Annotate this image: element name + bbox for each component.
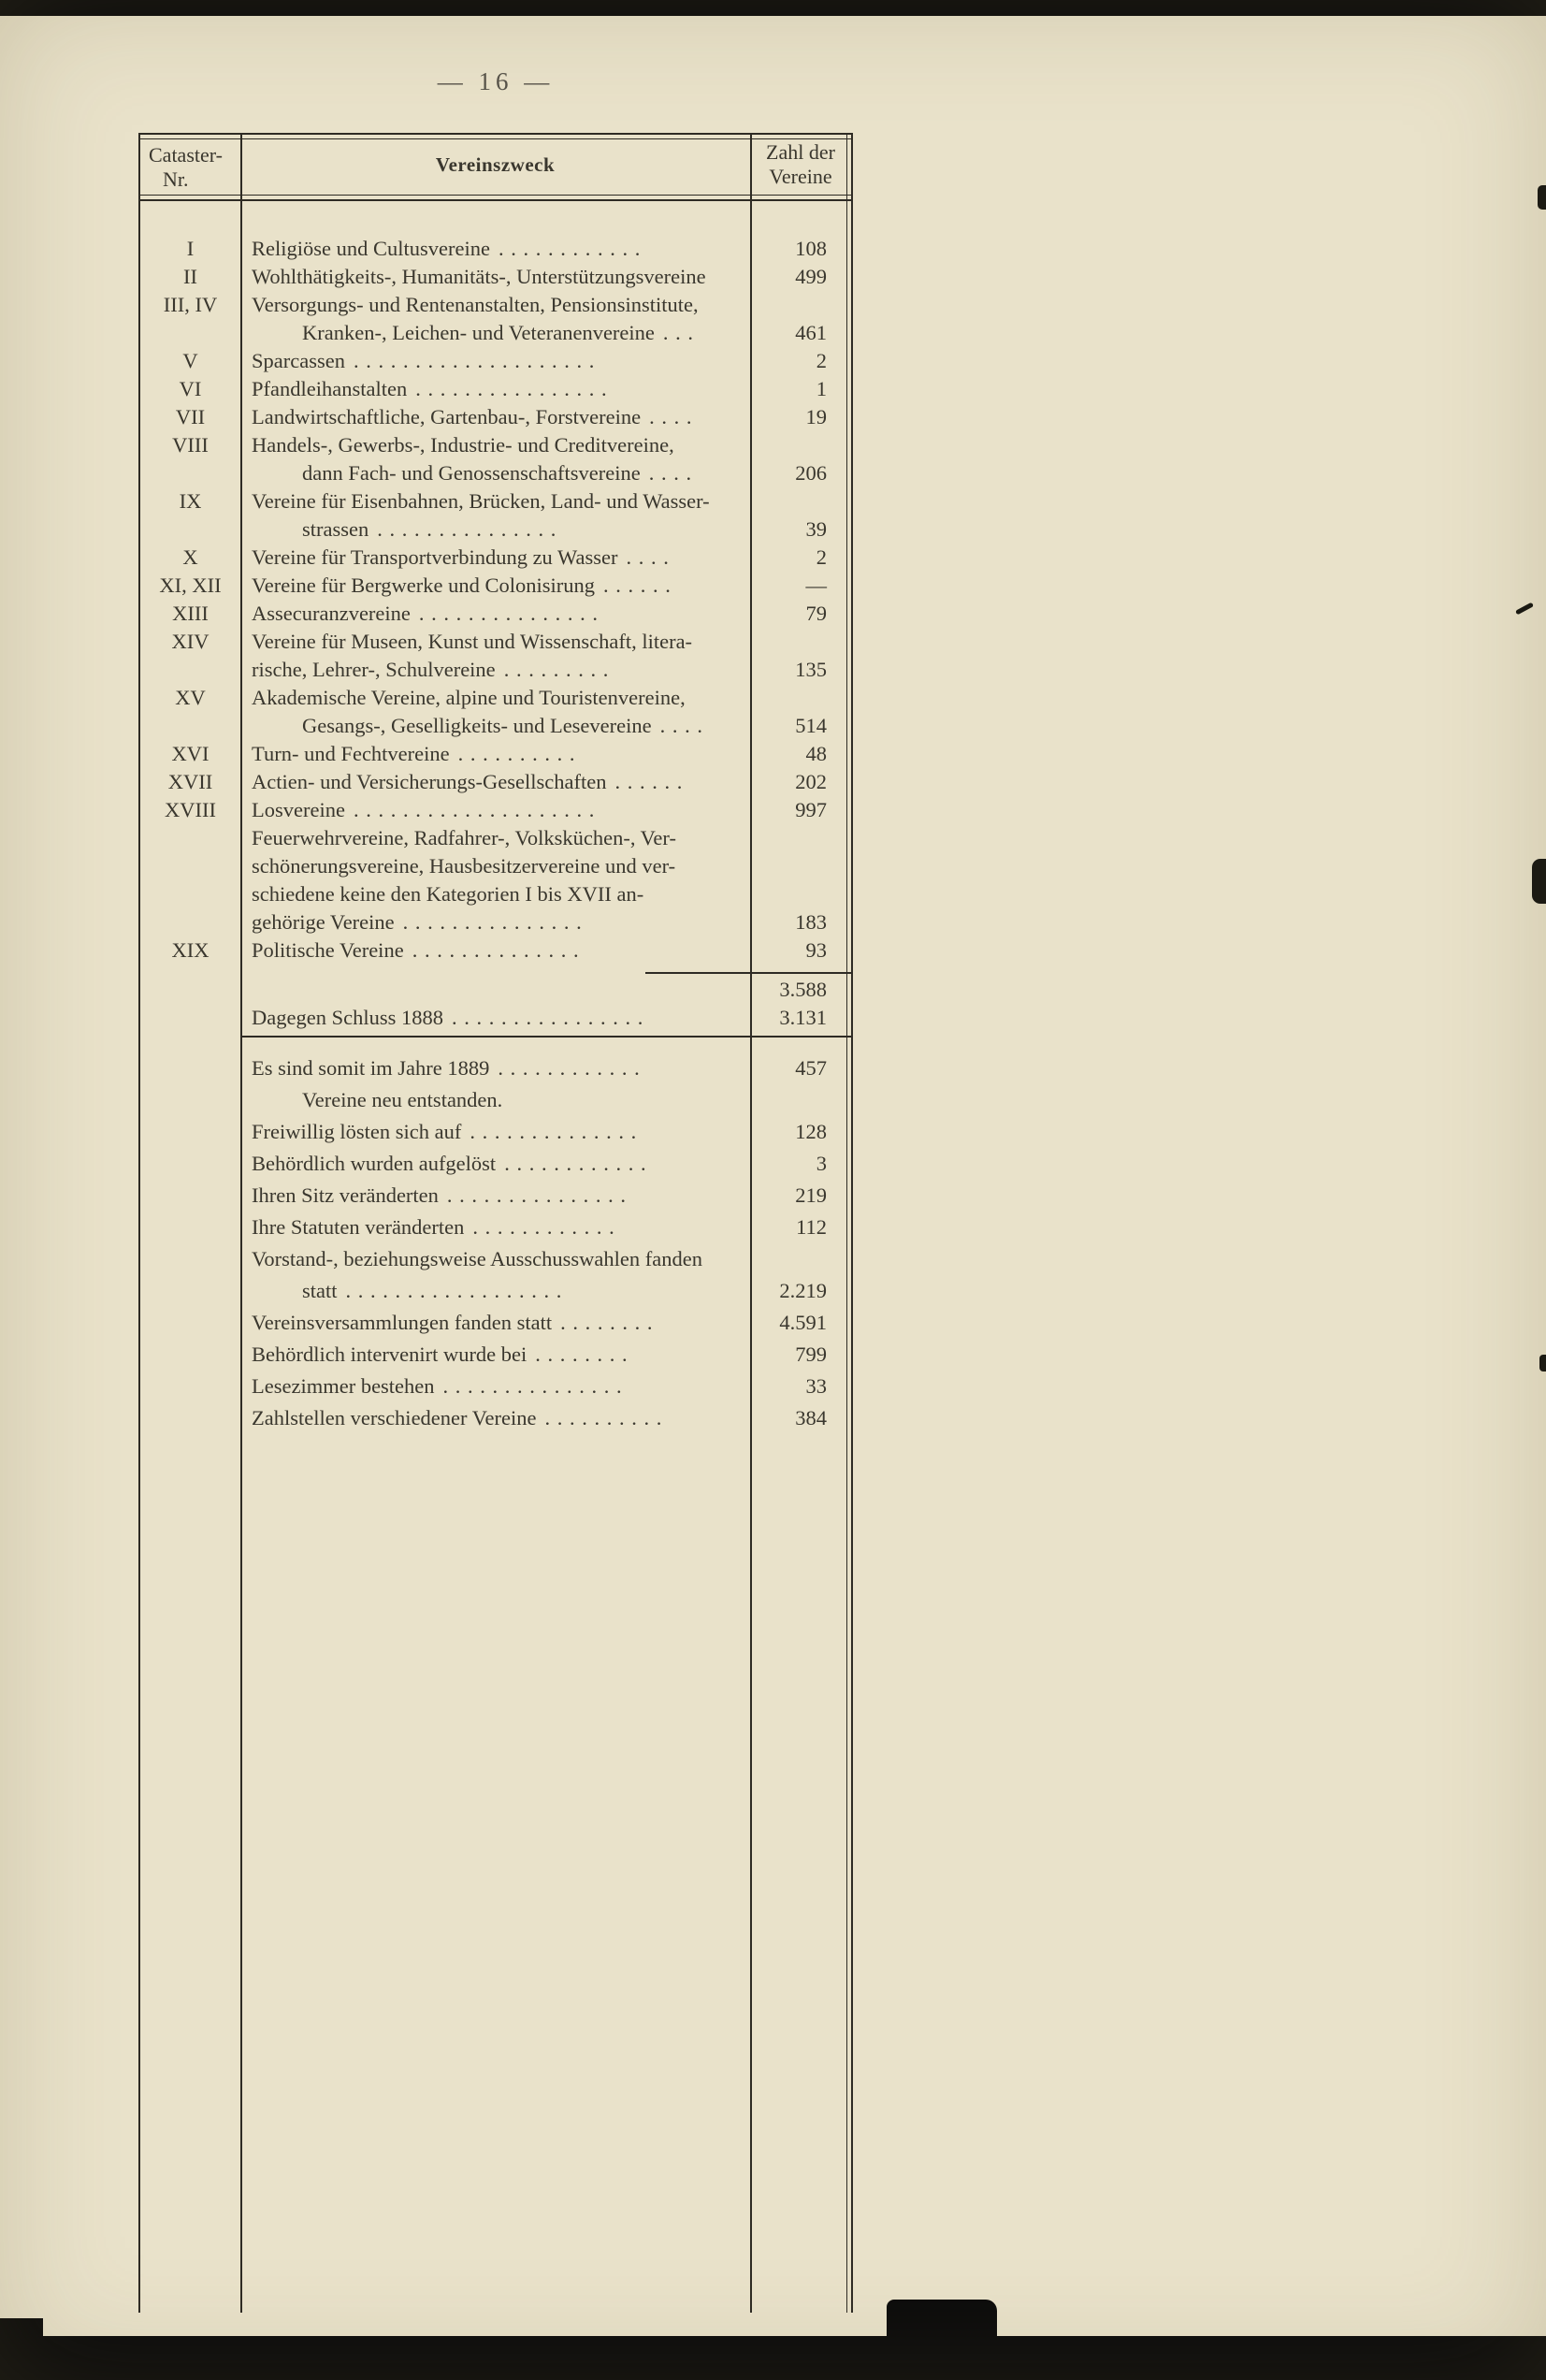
dot-leader: . . . . . . . . . . . . . . . . bbox=[451, 1006, 644, 1029]
text-line: Versorgungs- und Rentenanstalten, Pensionsinstitute, bbox=[252, 293, 699, 316]
text-line: Turn- und Fechtvereine . . . . . . . . . . bbox=[252, 742, 576, 765]
text-line: Assecuranzvereine . . . . . . . . . . . . . . . bbox=[252, 602, 600, 625]
dagegen-count: 3.131 bbox=[779, 1006, 827, 1029]
dot-leader: . . . . . . . . . . . . bbox=[472, 1215, 615, 1239]
cataster-nr bbox=[140, 1371, 240, 1402]
cataster-nr: XIX bbox=[171, 938, 210, 962]
table-header-row bbox=[140, 135, 851, 196]
dot-leader: . . . . . . . . . . . . . . . . bbox=[415, 377, 608, 400]
vereinszweck-cell bbox=[240, 796, 750, 824]
table-row bbox=[140, 572, 851, 600]
text-line: Ihre Statuten veränderten . . . . . . . . . . . . bbox=[252, 1215, 615, 1239]
text-line: Politische Vereine . . . . . . . . . . . . . . bbox=[252, 938, 580, 962]
vereine-count: 112 bbox=[796, 1215, 827, 1239]
cataster-nr bbox=[140, 824, 240, 936]
table-row bbox=[140, 1402, 851, 1434]
dot-leader: . . . . bbox=[659, 714, 703, 737]
vereine-count: — bbox=[805, 573, 827, 597]
text-line: Handels-, Gewerbs-, Industrie- und Creditvereine, bbox=[252, 433, 674, 457]
text-line: Kranken-, Leichen- und Veteranenvereine . . . bbox=[302, 321, 695, 344]
vereinszweck-cell bbox=[240, 1116, 750, 1148]
cataster-nr: VIII bbox=[172, 433, 209, 457]
dot-leader: . . . . . . . . . . . . . . . bbox=[402, 910, 583, 934]
text-line: Es sind somit im Jahre 1889 . . . . . . . . . . . . bbox=[252, 1056, 641, 1080]
text-line: schönerungsvereine, Hausbesitzervereine und ver- bbox=[252, 854, 676, 878]
dot-leader: . . . . . . . . . . . . . . . bbox=[442, 1374, 623, 1398]
cataster-nr: XVII bbox=[167, 770, 213, 793]
dot-leader: . . . . . . bbox=[603, 573, 672, 597]
dot-leader: . . . . bbox=[649, 405, 693, 428]
vereine-count: 135 bbox=[795, 658, 827, 681]
table-row bbox=[140, 628, 851, 684]
vereine-count: 202 bbox=[795, 770, 827, 793]
table-row bbox=[140, 1180, 851, 1212]
dot-leader: . . . . . . . . . . bbox=[544, 1406, 663, 1429]
text-line: schiedene keine den Kategorien I bis XVII an- bbox=[252, 882, 644, 906]
vereine-count: 799 bbox=[795, 1342, 827, 1366]
table-row bbox=[140, 824, 851, 936]
vereine-count bbox=[750, 1084, 851, 1116]
vereinszweck-cell bbox=[240, 1243, 750, 1307]
vereine-count: 457 bbox=[795, 1056, 827, 1080]
vereinszweck-cell bbox=[240, 740, 750, 768]
header-zahl-line2: Vereine bbox=[769, 165, 832, 188]
vereinszweck-cell bbox=[240, 600, 750, 628]
header-zahl-der-vereine bbox=[750, 135, 851, 195]
table-row bbox=[140, 1116, 851, 1148]
text-line: rische, Lehrer-, Schulvereine . . . . . . . . . bbox=[252, 658, 610, 681]
vereinszweck-cell bbox=[240, 572, 750, 600]
dagegen-rule bbox=[240, 1036, 851, 1038]
text-line: Actien- und Versicherungs-Gesellschaften . . . . . . bbox=[252, 770, 684, 793]
text-line: Vereine für Bergwerke und Colonisirung . . . . . . bbox=[252, 573, 672, 597]
vereinszweck-cell bbox=[240, 291, 750, 347]
vereinszweck-cell bbox=[240, 347, 750, 375]
dagegen-nr-cell bbox=[140, 1004, 240, 1032]
text-line: Feuerwehrvereine, Radfahrer-, Volksküchen-, Ver- bbox=[252, 826, 676, 849]
cataster-nr: IX bbox=[179, 489, 202, 513]
vereine-count: 461 bbox=[795, 321, 827, 344]
table-row bbox=[140, 263, 851, 291]
total-text-cell bbox=[240, 976, 750, 1004]
dot-leader: . . . . . . . . . . . . . . . . . . . . bbox=[353, 349, 596, 372]
table-row bbox=[140, 431, 851, 487]
dagegen-text-cell bbox=[240, 1004, 750, 1032]
vereinszweck-cell bbox=[240, 824, 750, 936]
text-line: Sparcassen . . . . . . . . . . . . . . . . . . . . bbox=[252, 349, 596, 372]
table-bottom-section bbox=[140, 1052, 851, 1434]
vereine-count: 219 bbox=[795, 1183, 827, 1207]
table-row bbox=[140, 740, 851, 768]
header-cataster-line1: Cataster- bbox=[149, 143, 223, 167]
cataster-nr: III, IV bbox=[163, 293, 218, 316]
statistics-table bbox=[138, 133, 853, 2313]
vereinszweck-cell bbox=[240, 403, 750, 431]
table-row bbox=[140, 1052, 851, 1084]
vereinszweck-cell bbox=[240, 375, 750, 403]
vereine-count: 93 bbox=[805, 938, 827, 962]
dagegen-label: Dagegen Schluss 1888 bbox=[252, 1006, 443, 1029]
vereine-count: 128 bbox=[795, 1120, 827, 1143]
table-inner-top-rule bbox=[140, 138, 851, 139]
vereine-count: 2.219 bbox=[779, 1279, 827, 1302]
scan-artifact bbox=[0, 2318, 43, 2342]
vereine-count: 3 bbox=[816, 1152, 827, 1175]
text-line: Vereine für Eisenbahnen, Brücken, Land- und Wasser- bbox=[252, 489, 710, 513]
vereine-count: 183 bbox=[795, 910, 827, 934]
text-line: Losvereine . . . . . . . . . . . . . . . . . . . . bbox=[252, 798, 596, 821]
dot-leader: . . . . . . . . . . bbox=[457, 742, 576, 765]
scan-artifact bbox=[887, 2300, 997, 2342]
text-line: dann Fach- und Genossenschaftsvereine . . . . bbox=[302, 461, 693, 485]
vereine-count: 997 bbox=[795, 798, 827, 821]
dot-leader: . . . . . . . . . . . . bbox=[504, 1152, 647, 1175]
cataster-nr: VI bbox=[179, 377, 202, 400]
text-line: Wohlthätigkeits-, Humanitäts-, Unterstützungsvereine bbox=[252, 265, 706, 288]
text-line: Vereine für Museen, Kunst und Wissenschaft, litera- bbox=[252, 630, 693, 653]
scan-artifact bbox=[1515, 602, 1534, 616]
vereinszweck-cell bbox=[240, 263, 750, 291]
table-row bbox=[140, 403, 851, 431]
text-line: strassen . . . . . . . . . . . . . . . bbox=[302, 517, 557, 541]
page-number: — 16 — bbox=[437, 67, 555, 95]
total-count: 3.588 bbox=[779, 978, 827, 1001]
cataster-nr: I bbox=[186, 237, 195, 260]
vereine-count: 48 bbox=[805, 742, 827, 765]
vereinszweck-cell bbox=[240, 768, 750, 796]
vereine-count: 499 bbox=[795, 265, 827, 288]
table-row bbox=[140, 684, 851, 740]
text-line: Freiwillig lösten sich auf . . . . . . . . . . . . . . bbox=[252, 1120, 638, 1143]
dot-leader: . . . . . . . . bbox=[535, 1342, 629, 1366]
text-line: Vereine für Transportverbindung zu Wasser . . . . bbox=[252, 545, 670, 569]
table-row bbox=[140, 375, 851, 403]
vereine-count: 2 bbox=[816, 349, 827, 372]
table-row bbox=[140, 1148, 851, 1180]
cataster-nr bbox=[140, 1212, 240, 1243]
table-row bbox=[140, 1339, 851, 1371]
dot-leader: . . . . . . bbox=[614, 770, 684, 793]
table-row bbox=[140, 768, 851, 796]
scan-artifact bbox=[1538, 185, 1546, 210]
vereinszweck-cell bbox=[240, 235, 750, 263]
vereinszweck-cell bbox=[240, 1180, 750, 1212]
dot-leader: . . . . . . . . . . . . . . . . . . . . bbox=[353, 798, 596, 821]
header-cataster-line2: Nr. bbox=[163, 167, 189, 191]
table-row bbox=[140, 291, 851, 347]
scan-border-top bbox=[0, 0, 1546, 16]
dot-leader: . . . . . . . . . . . . . . . . . . bbox=[345, 1279, 563, 1302]
table-body bbox=[140, 201, 851, 965]
vereinszweck-cell bbox=[240, 1052, 750, 1084]
dot-leader: . . . . bbox=[626, 545, 670, 569]
text-line: Vorstand-, beziehungsweise Ausschusswahlen fanden bbox=[252, 1247, 702, 1270]
cataster-nr bbox=[140, 1402, 240, 1434]
column-separator-1 bbox=[240, 135, 242, 2313]
cataster-nr: X bbox=[182, 545, 198, 569]
vereine-count: 33 bbox=[805, 1374, 827, 1398]
text-line: Zahlstellen verschiedener Vereine . . . . . . . . . . bbox=[252, 1406, 663, 1429]
table-row bbox=[140, 544, 851, 572]
cataster-nr: XIV bbox=[171, 630, 210, 653]
vereine-count: 2 bbox=[816, 545, 827, 569]
dot-leader: . . . bbox=[662, 321, 695, 344]
vereine-count: 384 bbox=[795, 1406, 827, 1429]
table-row bbox=[140, 1371, 851, 1402]
table-row bbox=[140, 487, 851, 544]
vereine-count: 79 bbox=[805, 602, 827, 625]
text-line: Religiöse und Cultusvereine . . . . . . . . . . . . bbox=[252, 237, 642, 260]
text-line: gehörige Vereine . . . . . . . . . . . . . . . bbox=[252, 910, 583, 934]
cataster-nr bbox=[140, 1148, 240, 1180]
vereinszweck-cell bbox=[240, 544, 750, 572]
table-row bbox=[140, 1212, 851, 1243]
text-line: Pfandleihanstalten . . . . . . . . . . . . . . . . bbox=[252, 377, 608, 400]
vereine-count: 19 bbox=[805, 405, 827, 428]
text-line: Akademische Vereine, alpine und Touristenvereine, bbox=[252, 686, 686, 709]
header-cataster-nr bbox=[140, 135, 240, 195]
dot-leader: . . . . . . . . bbox=[560, 1311, 654, 1334]
vereinszweck-cell bbox=[240, 1307, 750, 1339]
total-nr-cell bbox=[140, 976, 240, 1004]
scan-artifact bbox=[1539, 1355, 1546, 1371]
text-line: Lesezimmer bestehen . . . . . . . . . . . . . . . bbox=[252, 1374, 623, 1398]
cataster-nr: XIII bbox=[172, 602, 209, 625]
vereine-count: 514 bbox=[795, 714, 827, 737]
table-row bbox=[140, 1243, 851, 1307]
text-line: Vereinsversammlungen fanden statt . . . . . . . . bbox=[252, 1311, 654, 1334]
text-line: Behördlich intervenirt wurde bei . . . . . . . . bbox=[252, 1342, 629, 1366]
cataster-nr bbox=[140, 1116, 240, 1148]
vereinszweck-cell bbox=[240, 1339, 750, 1371]
cataster-nr: XVIII bbox=[165, 798, 216, 821]
vereinszweck-cell bbox=[240, 1402, 750, 1434]
dot-leader: . . . . . . . . . bbox=[503, 658, 610, 681]
table-row bbox=[140, 936, 851, 965]
vereinszweck-cell bbox=[240, 1371, 750, 1402]
vereinszweck-cell bbox=[240, 1148, 750, 1180]
cataster-nr: II bbox=[183, 265, 197, 288]
vereinszweck-cell bbox=[240, 684, 750, 740]
vereine-count: 39 bbox=[805, 517, 827, 541]
dot-leader: . . . . . . . . . . . . . . bbox=[470, 1120, 638, 1143]
text-line: Behördlich wurden aufgelöst . . . . . . . . . . . . bbox=[252, 1152, 647, 1175]
cataster-nr: VII bbox=[175, 405, 206, 428]
dot-leader: . . . . . . . . . . . . bbox=[498, 1056, 641, 1080]
text-line: statt . . . . . . . . . . . . . . . . . . bbox=[302, 1279, 563, 1302]
vereinszweck-cell bbox=[240, 487, 750, 544]
dot-leader: . . . . . . . . . . . . . . . bbox=[377, 517, 557, 541]
dot-leader: . . . . . . . . . . . . . . . bbox=[418, 602, 600, 625]
cataster-nr: V bbox=[182, 349, 198, 372]
text-line: Ihren Sitz veränderten . . . . . . . . . . . . . . . bbox=[252, 1183, 628, 1207]
cataster-nr: XI, XII bbox=[159, 573, 222, 597]
cataster-nr bbox=[140, 1180, 240, 1212]
table-row bbox=[140, 1084, 851, 1116]
dot-leader: . . . . . . . . . . . . . . bbox=[412, 938, 580, 962]
table-row bbox=[140, 1307, 851, 1339]
header-zahl-line1: Zahl der bbox=[766, 140, 835, 164]
vereine-count: 206 bbox=[795, 461, 827, 485]
cataster-nr bbox=[140, 1084, 240, 1116]
cataster-nr bbox=[140, 1339, 240, 1371]
table-row bbox=[140, 600, 851, 628]
table-row bbox=[140, 796, 851, 824]
dagegen-row bbox=[140, 1004, 851, 1032]
scan-artifact bbox=[1532, 859, 1546, 904]
vereine-count: 1 bbox=[816, 377, 827, 400]
cataster-nr bbox=[140, 1052, 240, 1084]
text-line: Vereine neu entstanden. bbox=[302, 1088, 503, 1111]
cataster-nr bbox=[140, 1243, 240, 1307]
vereinszweck-cell bbox=[240, 936, 750, 965]
vereine-count: 4.591 bbox=[779, 1311, 827, 1334]
total-row bbox=[140, 976, 851, 1004]
vereinszweck-cell bbox=[240, 628, 750, 684]
cataster-nr: XV bbox=[175, 686, 206, 709]
vereine-count: 108 bbox=[795, 237, 827, 260]
table-row bbox=[140, 347, 851, 375]
cataster-nr bbox=[140, 1307, 240, 1339]
text-line: Landwirtschaftliche, Gartenbau-, Forstvereine . . . . bbox=[252, 405, 693, 428]
cataster-nr: XVI bbox=[171, 742, 210, 765]
total-rule bbox=[645, 972, 851, 974]
header-vereinszweck: Vereinszweck bbox=[435, 152, 556, 176]
vereinszweck-cell bbox=[240, 431, 750, 487]
vereinszweck-cell bbox=[240, 1084, 750, 1116]
text-line: Gesangs-, Geselligkeits- und Lesevereine . . . . bbox=[302, 714, 703, 737]
scan-border-bottom bbox=[0, 2336, 1546, 2380]
table-row bbox=[140, 235, 851, 263]
dot-leader: . . . . . . . . . . . . bbox=[498, 237, 642, 260]
table-inner-right-rule bbox=[846, 135, 847, 2313]
dot-leader: . . . . . . . . . . . . . . . bbox=[446, 1183, 628, 1207]
dot-leader: . . . . bbox=[648, 461, 693, 485]
column-separator-2 bbox=[750, 135, 752, 2313]
vereinszweck-cell bbox=[240, 1212, 750, 1243]
